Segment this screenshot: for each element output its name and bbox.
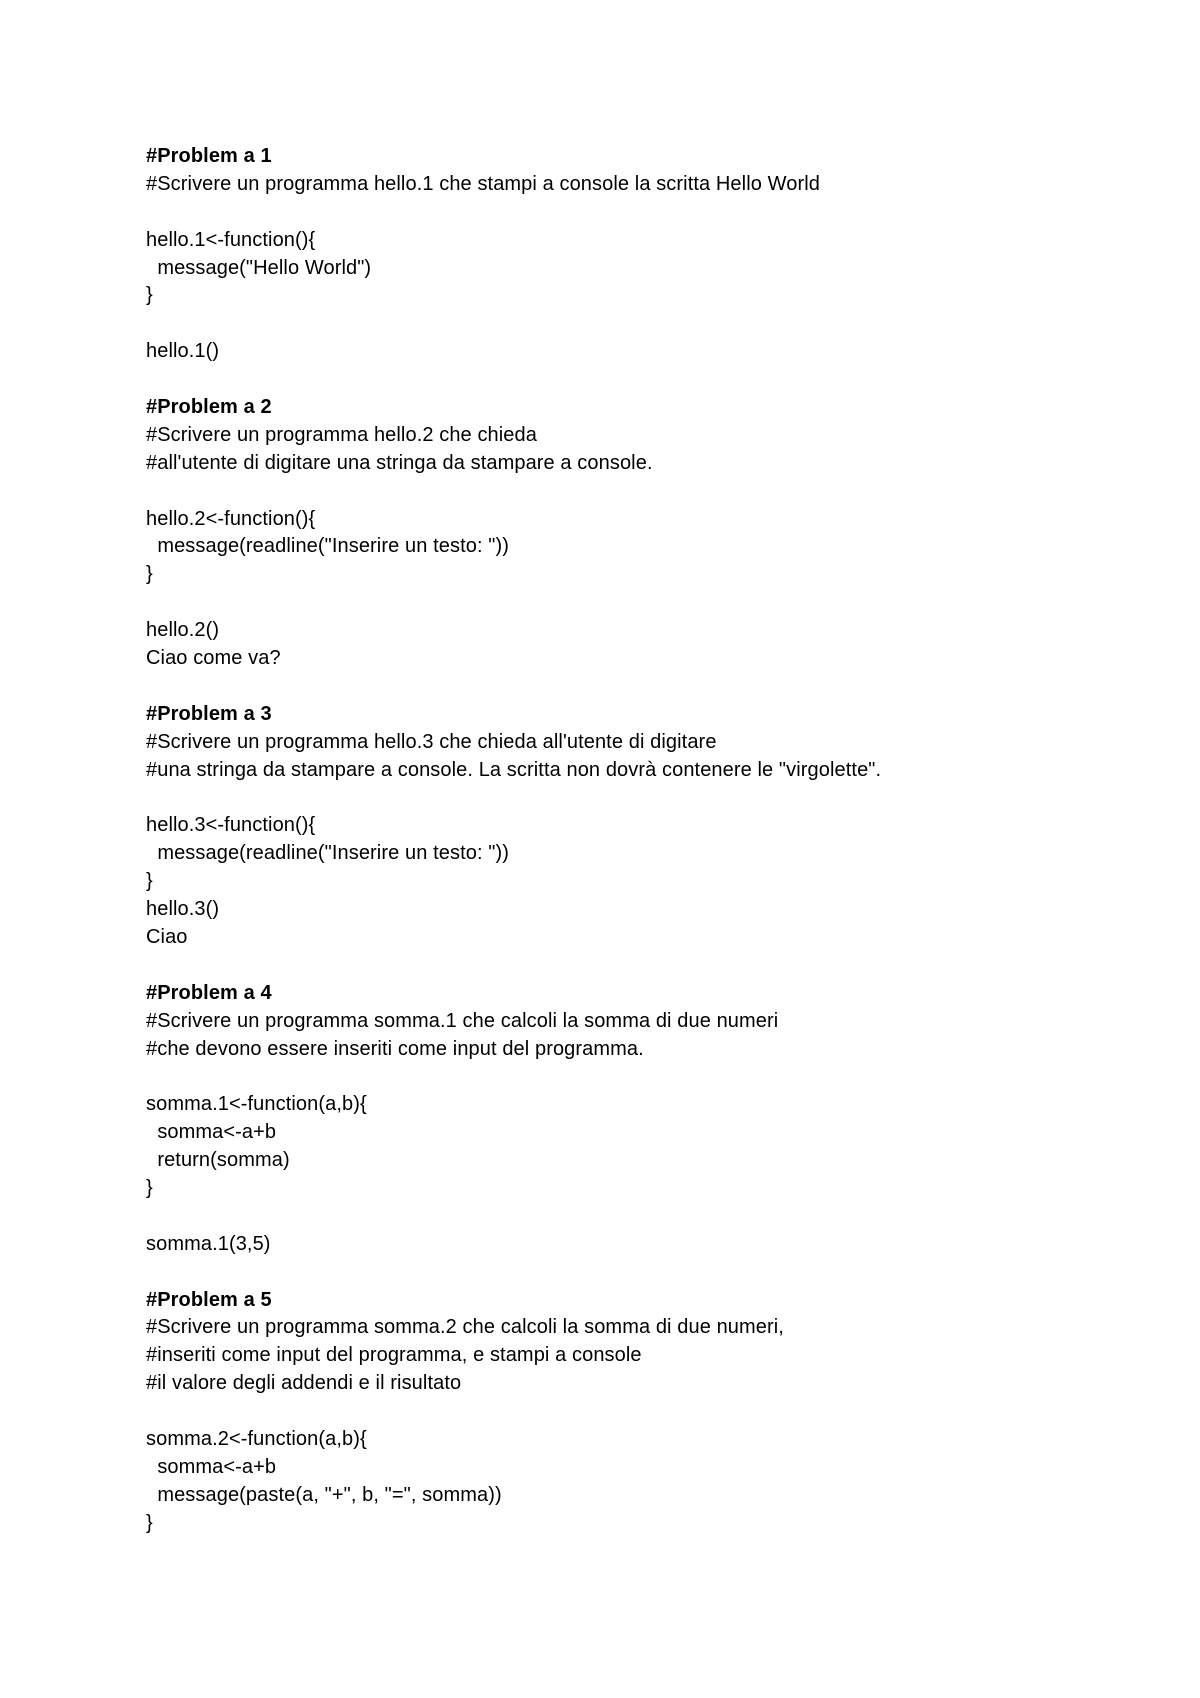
blank-line	[146, 1203, 1146, 1231]
blank-line	[146, 478, 1146, 506]
comment-line: Ciao come va?	[146, 647, 281, 670]
blank-line	[146, 1398, 1146, 1426]
blank-line	[146, 673, 1146, 701]
blank-line	[146, 952, 1146, 980]
code-line: hello.3<-function(){	[146, 814, 316, 837]
blank-line	[146, 310, 1146, 338]
comment-line: #una stringa da stampare a console. La scritta non dovrà contenere le "virgolette".	[146, 758, 882, 781]
comment-line: #Scrivere un programma hello.3 che chieda all'utente di digitare	[146, 730, 717, 753]
blank-line	[146, 366, 1146, 394]
problem-heading: #Problem a 5	[146, 1288, 272, 1311]
code-line: message(readline("Inserire un testo: "))	[146, 842, 509, 865]
code-line: }	[146, 1176, 153, 1199]
comment-line: #Scrivere un programma somma.1 che calcoli la somma di due numeri	[146, 1009, 779, 1032]
code-line: }	[146, 563, 153, 586]
code-line: message("Hello World")	[146, 256, 372, 279]
comment-line: #Scrivere un programma hello.2 che chieda	[146, 423, 537, 446]
comment-line: Ciao	[146, 925, 188, 948]
problem-heading: #Problem a 4	[146, 981, 272, 1004]
code-line: somma.1(3,5)	[146, 1232, 271, 1255]
problem-heading: #Problem a 2	[146, 396, 272, 419]
comment-line: #inseriti come input del programma, e stampi a console	[146, 1344, 642, 1367]
code-line: hello.2<-function(){	[146, 507, 316, 530]
code-line: message(readline("Inserire un testo: "))	[146, 535, 509, 558]
code-line: somma<-a+b	[146, 1455, 277, 1478]
code-line: hello.1<-function(){	[146, 228, 316, 251]
blank-line	[146, 1259, 1146, 1287]
blank-line	[146, 589, 1146, 617]
code-line: somma.2<-function(a,b){	[146, 1427, 367, 1450]
comment-line: #Scrivere un programma hello.1 che stampi a console la scritta Hello World	[146, 172, 820, 195]
comment-line: #il valore degli addendi e il risultato	[146, 1372, 462, 1395]
blank-line	[146, 1063, 1146, 1091]
code-line: message(paste(a, "+", b, "=", somma))	[146, 1483, 502, 1506]
code-line: }	[146, 284, 153, 307]
code-line: }	[146, 1511, 153, 1534]
problem-heading: #Problem a 3	[146, 702, 272, 725]
document-body	[146, 143, 1146, 1538]
blank-line	[146, 784, 1146, 812]
code-line: hello.1()	[146, 340, 220, 363]
code-line: somma<-a+b	[146, 1121, 277, 1144]
problem-heading: #Problem a 1	[146, 145, 272, 167]
code-line: }	[146, 870, 153, 893]
comment-line: #Scrivere un programma somma.2 che calcoli la somma di due numeri,	[146, 1316, 784, 1339]
code-line: hello.3()	[146, 898, 220, 921]
comment-line: #all'utente di digitare una stringa da stampare a console.	[146, 451, 653, 474]
code-line: hello.2()	[146, 619, 220, 642]
code-line: somma.1<-function(a,b){	[146, 1093, 367, 1116]
code-line: return(somma)	[146, 1149, 290, 1172]
comment-line: #che devono essere inseriti come input del programma.	[146, 1037, 644, 1060]
blank-line	[146, 199, 1146, 227]
